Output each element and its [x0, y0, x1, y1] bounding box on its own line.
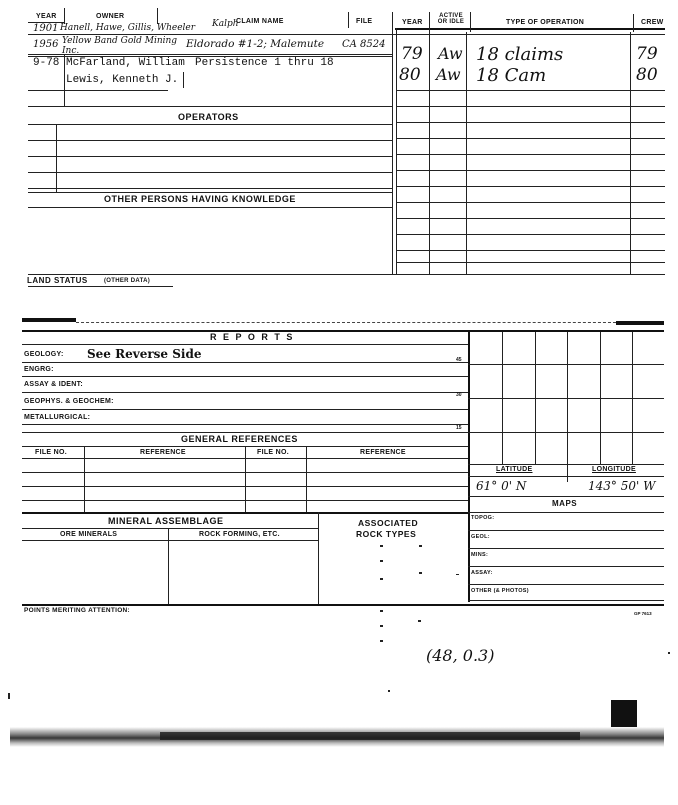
land-status-sub: (OTHER DATA) [104, 278, 151, 284]
margin-number-30: 30 [456, 392, 462, 398]
associated-label: ASSOCIATED [358, 518, 419, 528]
geology-value: See Reverse Side [87, 347, 202, 361]
row2-claim: Eldorado #1-2; Malemute [186, 38, 325, 50]
maps-geol: GEOL: [471, 534, 490, 540]
land-status-label: LAND STATUS [27, 276, 88, 285]
other-persons-label: OTHER PERSONS HAVING KNOWLEDGE [104, 194, 296, 204]
header-file: FILE [356, 18, 373, 25]
points-meriting-attention-label: POINTS MERITING ATTENTION: [24, 607, 131, 614]
maps-assay: ASSAY: [471, 570, 493, 576]
row3-claim: Persistence 1 thru 18 [195, 57, 334, 69]
gr-col-file-no-2: FILE NO. [257, 449, 289, 456]
row3-owner: McFarland, William [66, 57, 185, 69]
geophys-label: GEOPHYS. & GEOCHEM: [24, 398, 114, 405]
right-row1-type: 18 claims [476, 44, 564, 65]
handwritten-note: (48, 0.3) [426, 646, 495, 665]
general-references-title: GENERAL REFERENCES [181, 434, 298, 444]
rock-types-label: ROCK TYPES [356, 529, 417, 539]
row3-year: 9-78 [33, 57, 60, 69]
right-row2-type: 18 Cam [476, 65, 547, 86]
gr-col-reference-1: REFERENCE [140, 449, 186, 456]
reports-title: R E P O R T S [210, 332, 295, 342]
latitude-value: 61° 0' N [476, 479, 527, 493]
header-year: YEAR [36, 13, 57, 20]
row2-owner: Yellow Band Gold Mining Inc. [62, 36, 178, 56]
row2-file: CA 8524 [342, 39, 386, 50]
row1-claim: Kalph [212, 19, 239, 29]
metallurgical-label: METALLURGICAL: [24, 414, 91, 421]
right-row1-year: 79 [401, 44, 423, 64]
mineral-assemblage-title: MINERAL ASSEMBLAGE [108, 516, 224, 526]
header-type-of-operation: TYPE OF OPERATION [506, 19, 585, 26]
geology-label: GEOLOGY: [24, 351, 64, 358]
maps-mins: MINS: [471, 552, 489, 558]
header-active-idle: ACTIVE OR IDLE [437, 13, 465, 25]
row1-year: 1901 [33, 23, 59, 34]
latitude-label: LATITUDE [496, 466, 533, 473]
header-crew: CREW [641, 19, 664, 26]
form-number: GP 7613 [634, 611, 652, 616]
row4-owner: Lewis, Kenneth J. [66, 74, 179, 86]
right-row1-crew: 79 [636, 44, 658, 64]
header-owner: OWNER [96, 13, 125, 20]
right-row1-active: Aw [438, 44, 463, 63]
header-claim-name: CLAIM NAME [236, 18, 284, 25]
assay-label: ASSAY & IDENT: [24, 381, 84, 388]
gr-col-file-no-1: FILE NO. [35, 449, 67, 456]
row1-owner: Hanell, Hawe, Gillis, Wheeler [60, 23, 196, 33]
maps-topog: TOPOG: [471, 515, 495, 521]
maps-title: MAPS [552, 499, 578, 508]
right-row2-crew: 80 [636, 65, 658, 85]
header-year-2: YEAR [402, 19, 423, 26]
maps-other: OTHER (& PHOTOS) [471, 588, 529, 594]
longitude-value: 143° 50' W [588, 479, 656, 493]
ore-minerals-label: ORE MINERALS [60, 531, 118, 538]
right-row2-active: Aw [436, 65, 461, 84]
longitude-label: LONGITUDE [592, 466, 636, 473]
engrg-label: ENGRG: [24, 366, 54, 373]
right-row2-year: 80 [399, 65, 421, 85]
rock-forming-label: ROCK FORMING, ETC. [199, 531, 280, 538]
operators-label: OPERATORS [178, 112, 239, 122]
margin-number-45: 45 [456, 357, 462, 363]
gr-col-reference-2: REFERENCE [360, 449, 406, 456]
row2-year: 1956 [33, 39, 59, 50]
margin-number-15: 15 [456, 425, 462, 431]
